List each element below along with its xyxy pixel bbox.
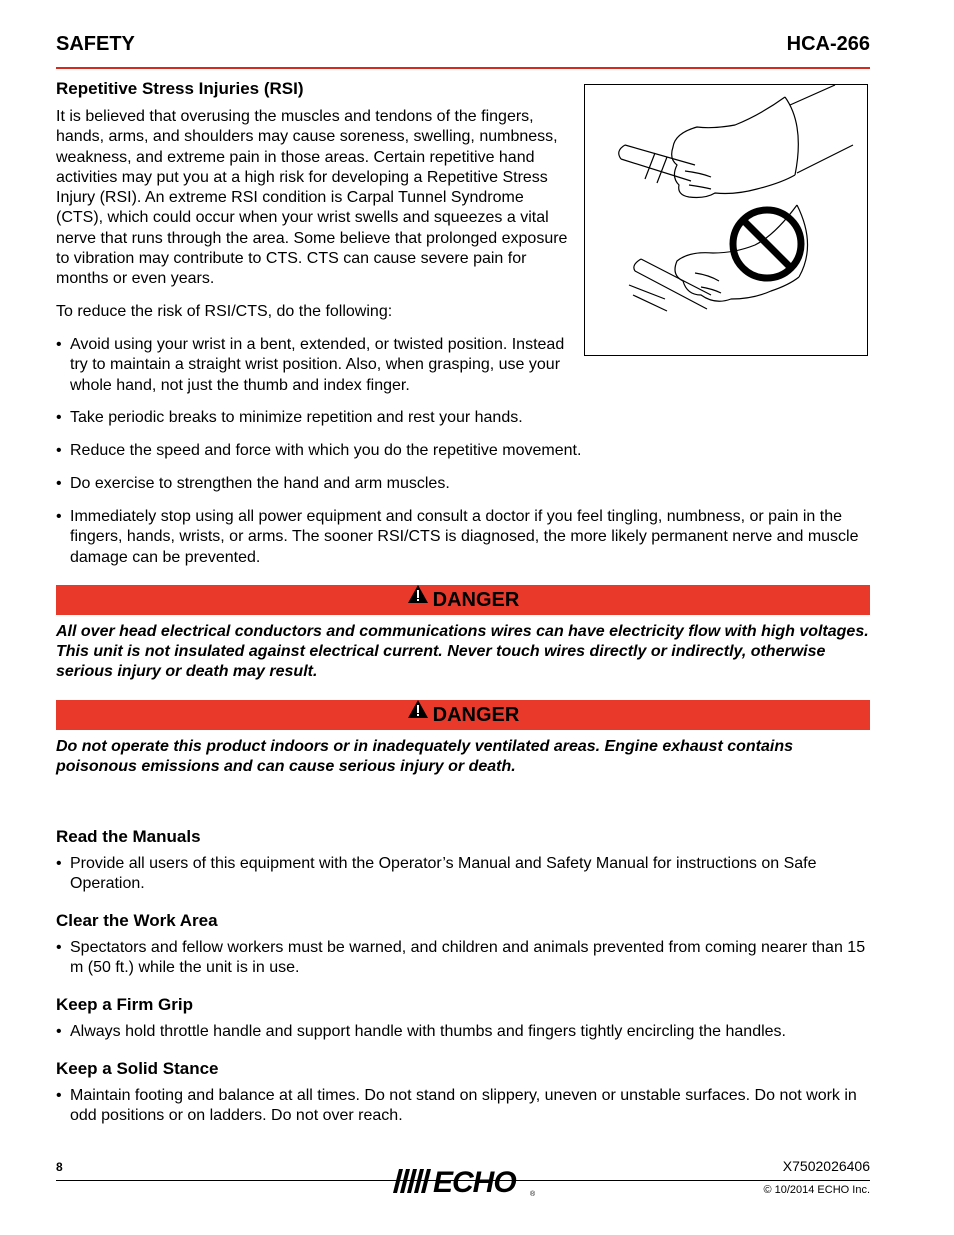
- danger-message: All over head electrical conductors and communications wires can have electricity flow with high voltages. This unit is not insulated against electrical current. Never touch wires directly or indirectly, otherwise serious injury or death may result.: [56, 623, 869, 680]
- rsi-bullet-list: [56, 441, 870, 461]
- echo-logo: [393, 1163, 543, 1199]
- section-heading: Read the Manuals: [56, 827, 201, 846]
- logo-wordmark: ECHO: [433, 1166, 516, 1199]
- warning-triangle-icon: [407, 583, 429, 614]
- copyright: © 10/2014 ECHO Inc.: [763, 1184, 870, 1196]
- section-heading: Keep a Firm Grip: [56, 995, 193, 1014]
- section-heading: Clear the Work Area: [56, 911, 218, 930]
- list-item: • Do exercise to strengthen the hand and arm muscles.: [56, 475, 450, 492]
- danger-label: DANGER: [432, 704, 520, 726]
- section-bullet-list: [56, 1086, 870, 1127]
- danger-label: DANGER: [432, 589, 520, 611]
- list-item: • Maintain footing and balance at all times. Do not stand on slippery, uneven or unstable surfaces. Do not work in odd positions or on ladders. Do not over reach.: [56, 1087, 857, 1125]
- page-number: 8: [56, 1160, 63, 1174]
- section-heading: Keep a Solid Stance: [56, 1059, 219, 1078]
- list-item: • Immediately stop using all power equipment and consult a doctor if you feel tingling, numbness, or pain in the fingers, hands, wrists, or arms. The sooner RSI/CTS is diagnosed, the more likely permanent nerve and muscle damage can be prevented.: [56, 508, 859, 566]
- hand-grip-drawing: [585, 85, 867, 355]
- list-item: • Always hold throttle handle and support handle with thumbs and fingers tightly encircling the handles.: [56, 1023, 786, 1040]
- model-number: HCA-266: [786, 33, 870, 55]
- list-item: • Spectators and fellow workers must be warned, and children and animals prevented from coming nearer than 15 m (50 ft.) while the unit is in use.: [56, 939, 866, 977]
- list-item: • Avoid using your wrist in a bent, extended, or twisted position. Instead try to maintain a straight wrist position. Also, when grasping, use your whole hand, not just the thumb and index finger.: [56, 336, 565, 394]
- list-item: • Take periodic breaks to minimize repetition and rest your hands.: [56, 409, 523, 426]
- wrist-grip-illustration: [584, 84, 868, 356]
- danger-banner: [56, 585, 870, 615]
- rsi-paragraph: It is believed that overusing the muscles and tendons of the fingers, hands, arms, and shoulders may cause soreness, swelling, numbness, weakness, and extreme pain in those areas. Certain repetitive hand activities may put you at a high risk for developing a Repetitive Stress Injury (RSI). An extreme RSI condition is Carpal Tunnel Syndrome (CTS), which could occur when your wrist swells and squeezes a vital nerve that runs through the area. Some believe that prolonged exposure to vibration may contribute to CTS. CTS can cause severe pain for months or even years.: [56, 108, 568, 288]
- list-item: • Reduce the speed and force with which you do the repetitive movement.: [56, 442, 582, 459]
- page-header: [56, 33, 870, 69]
- rsi-bullet-list: [56, 408, 870, 428]
- svg-text:®: ®: [530, 1191, 536, 1198]
- document-number: X7502026406: [782, 1158, 870, 1174]
- rsi-bullet-list: [56, 507, 870, 568]
- section-bullet-list: [56, 938, 870, 979]
- section-bullet-list: [56, 854, 870, 895]
- rsi-bullet-list: [56, 474, 870, 494]
- section-bullet-list: [56, 1022, 870, 1042]
- section-title: SAFETY: [56, 33, 135, 55]
- danger-message: Do not operate this product indoors or in inadequately ventilated areas. Engine exhaust contains poisonous emissions and can cause serious injury or death.: [56, 738, 794, 775]
- reduce-intro: To reduce the risk of RSI/CTS, do the following:: [56, 303, 393, 320]
- danger-banner: [56, 700, 870, 730]
- warning-triangle-icon: [407, 698, 429, 729]
- rsi-heading: Repetitive Stress Injuries (RSI): [56, 79, 304, 98]
- list-item: • Provide all users of this equipment with the Operator’s Manual and Safety Manual for instructions on Safe Operation.: [56, 855, 817, 893]
